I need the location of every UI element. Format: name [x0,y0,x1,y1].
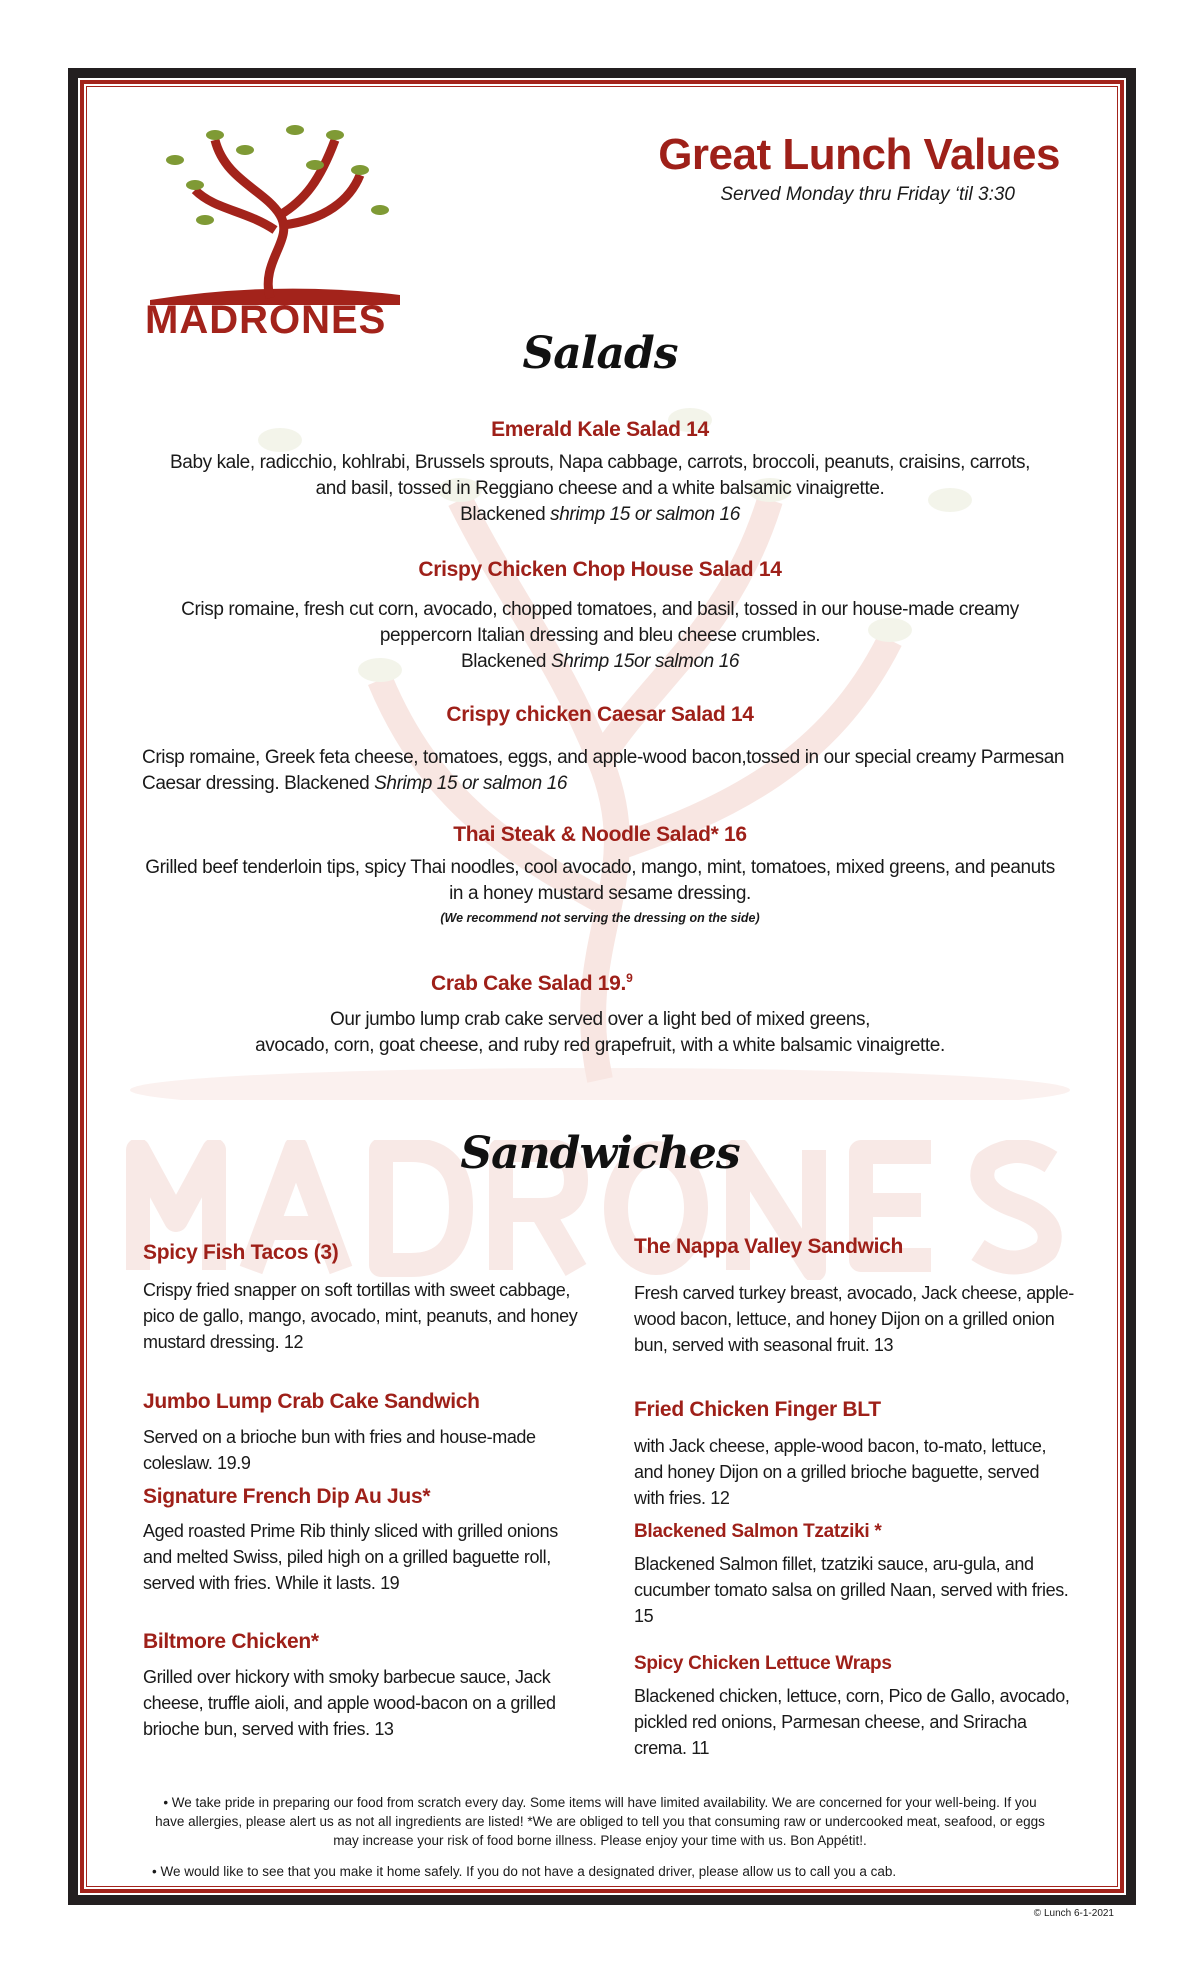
sandwich-name: Biltmore Chicken* [143,1630,319,1653]
sandwich-desc: Blackened Salmon fillet, tzatziki sauce, aru-gula, and cucumber tomato salsa on grilled Naan, served with fries. 15 [634,1554,1069,1626]
sandwiches-heading: Sandwiches [460,1128,740,1179]
salad-name: Crispy Chicken Chop House Salad 14 [418,558,782,581]
sandwich-name: Signature French Dip Au Jus* [143,1485,431,1508]
salad-name [431,971,632,996]
allergy-notice: • We take pride in preparing our food from scratch every day. Some items will have limited availability. We are concerned for your well-being. If you have allergies, please alert us as not all ingredients are listed! *We are obliged to tell you that consuming raw or undercooked meat, seafood, or eggs may increase your risk of food borne illness. Please enjoy your time with us. Bon Appétit!. [155,1795,1045,1848]
salad-note: (We recommend not serving the dressing on the side) [440,911,760,925]
addon-prices: shrimp 15 or salmon 16 [550,504,740,525]
salad-desc-line: Our jumbo lump crab cake served over a light bed of mixed greens, [329,1009,871,1030]
price-superscript: 9 [626,971,633,985]
copyright: © Lunch 6-1-2021 [1033,1908,1114,1919]
salad-desc [160,450,1040,528]
addon-prices: Shrimp 15or salmon 16 [551,651,740,672]
sandwich-desc: Fresh carved turkey breast, avocado, Jack cheese, apple-wood bacon, lettuce, and honey Dijon on a grilled onion bun, served with seasonal fruit. 13 [634,1283,1074,1355]
page-subtitle: Served Monday thru Friday ‘til 3:30 [720,184,1015,205]
salad-desc-text: Crisp romaine, Greek feta cheese, tomatoes, eggs, and apple-wood bacon,tossed in our special creamy Parmesan Caesar dressing. Blackened [142,747,1065,794]
salad-desc-text: Crisp romaine, fresh cut corn, avocado, chopped tomatoes, and basil, tossed in our house-made creamy peppercorn Italian dressing and bleu cheese crumbles. [181,599,1019,646]
addon-label: Blackened [460,651,547,672]
driver-notice: • We would like to see that you make it home safely. If you do not have a designated driver, please allow us to call you a cab. [152,1864,897,1879]
salad-desc [100,1007,1100,1059]
sandwich-desc: Blackened chicken, lettuce, corn, Pico de Gallo, avocado, pickled red onions, Parmesan cheese, and Sriracha crema. 11 [634,1686,1070,1758]
sandwich-name: Spicy Chicken Lettuce Wraps [634,1653,892,1674]
sandwich-name: The Nappa Valley Sandwich [634,1235,904,1258]
salad-desc-line: avocado, corn, goat cheese, and ruby red grapefruit, with a white balsamic vinaigrette. [255,1035,945,1056]
salads-heading: Salads [522,328,678,379]
salad-desc-text: Baby kale, radicchio, kohlrabi, Brussels sprouts, Napa cabbage, carrots, broccoli, peanuts, craisins, carrots, and basil, tossed in Reggiano cheese and a white balsamic vinaigrette. [170,452,1030,499]
sandwich-desc: Grilled over hickory with smoky barbecue sauce, Jack cheese, truffle aioli, and apple wood-bacon on a grilled brioche bun, served with fries. 13 [143,1667,556,1739]
salad-name: Emerald Kale Salad 14 [491,418,709,441]
sandwich-name: Spicy Fish Tacos (3) [143,1241,339,1264]
sandwich-desc: Served on a brioche bun with fries and house-made coleslaw. 19.9 [143,1427,536,1473]
page-title: Great Lunch Values [658,130,1060,179]
salad-desc [160,597,1040,675]
sandwich-name: Jumbo Lump Crab Cake Sandwich [143,1390,480,1413]
addon-prices: Shrimp 15 or salmon 16 [374,773,568,794]
brand-logo-text: MADRONES [145,298,387,342]
sandwich-name: Blackened Salmon Tzatziki * [634,1521,882,1542]
salad-name: Crispy chicken Caesar Salad 14 [446,703,754,726]
sandwich-desc: with Jack cheese, apple-wood bacon, to-mato, lettuce, and honey Dijon on a grilled brioche baguette, served with fries. 12 [634,1436,1047,1508]
salad-desc [142,745,1072,797]
salad-name: Thai Steak & Noodle Salad* 16 [453,823,747,846]
addon-label: Blackened [460,504,546,525]
madrones-tree-logo-icon [145,120,405,305]
sandwich-desc: Crispy fried snapper on soft tortillas with sweet cabbage, pico de gallo, mango, avocado, mint, peanuts, and honey mustard dressing. 12 [143,1280,578,1352]
sandwich-desc: Aged roasted Prime Rib thinly sliced with grilled onions and melted Swiss, piled high on a grilled baguette roll, served with fries. While it lasts. 19 [143,1521,558,1593]
salad-name-text: Crab Cake Salad 19. [431,972,627,995]
sandwich-name: Fried Chicken Finger BLT [634,1398,881,1421]
salad-desc: Grilled beef tenderloin tips, spicy Thai noodles, cool avocado, mango, mint, tomatoes, mixed greens, and peanuts in a honey mustard sesame dressing. [145,857,1055,904]
